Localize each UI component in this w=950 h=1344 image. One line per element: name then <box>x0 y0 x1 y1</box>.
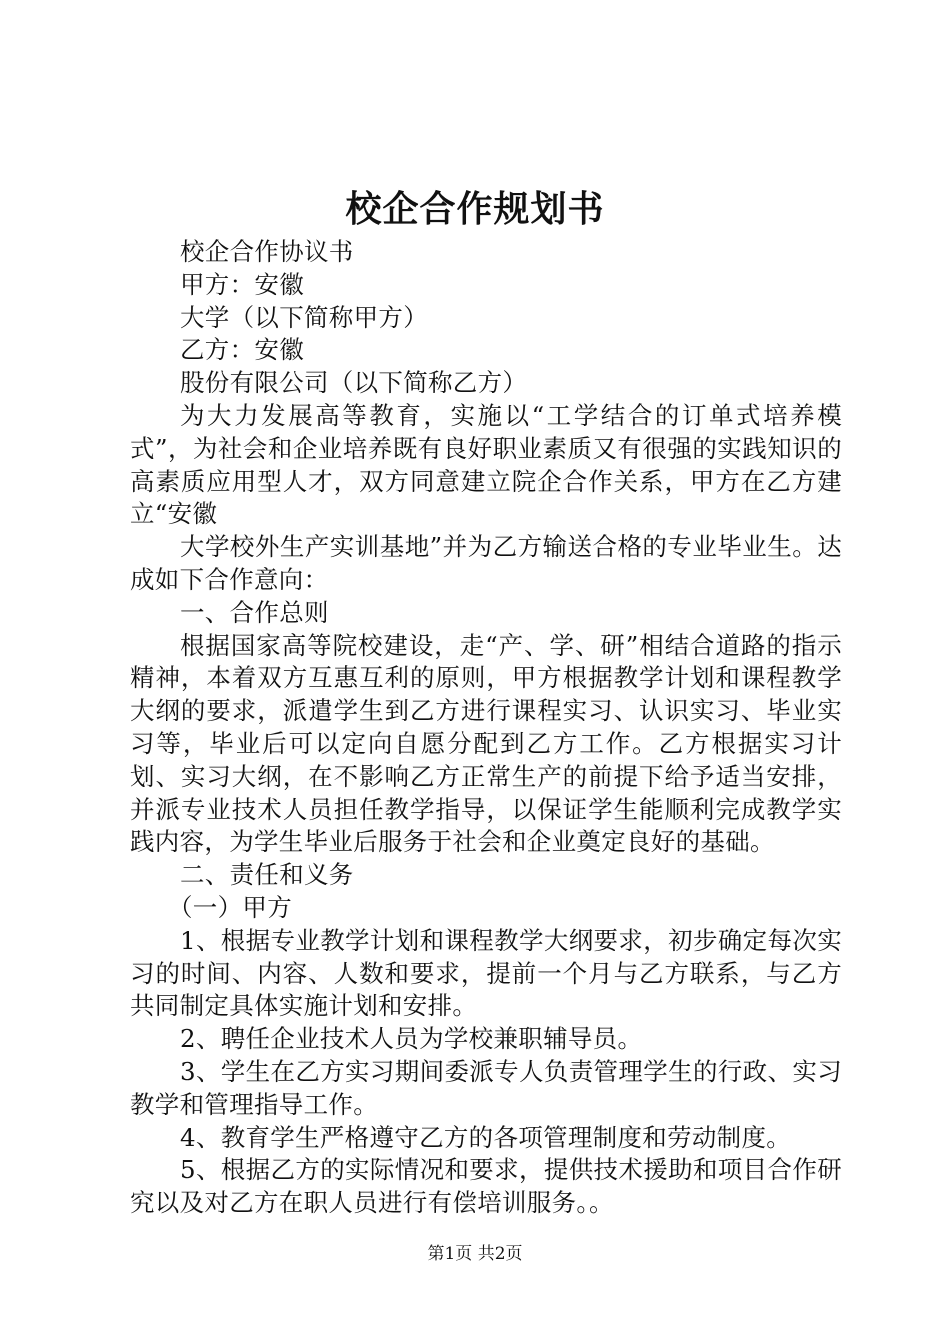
paragraph-agreement-heading: 校企合作协议书 <box>180 237 354 266</box>
list-item-4: 4、教育学生严格遵守乙方的各项管理制度和劳动制度。 <box>180 1122 792 1152</box>
page-footer: 第1页 共2页 <box>427 1244 523 1264</box>
paragraph-party-a: 甲方：安徽 <box>180 269 304 299</box>
paragraph-party-a-name: 大学（以下简称甲方） <box>180 302 428 332</box>
paragraph-preamble: 为大力发展高等教育，实施以“工学结合的订单式培养模式”，为社会和企业培养既有良好职业素质又有很强的实践知识的高素质应用型人才，双方同意建立院企合作关系，甲方在乙方建立“安徽 <box>130 400 842 529</box>
document-body <box>130 236 842 1220</box>
subsection-heading-party-a: （一）甲方 <box>168 892 292 922</box>
list-item-3: 3、学生在乙方实习期间委派专人负责管理学生的行政、实习教学和管理指导工作。 <box>130 1056 842 1119</box>
section-heading-duties: 二、责任和义务 <box>180 860 354 890</box>
list-item-2: 2、聘任企业技术人员为学校兼职辅导员。 <box>180 1024 643 1054</box>
paragraph-preamble-cont: 大学校外生产实训基地”并为乙方输送合格的专业毕业生。达成如下合作意向： <box>130 532 842 594</box>
section-heading-general: 一、合作总则 <box>180 597 329 627</box>
list-item-1: 1、根据专业教学计划和课程教学大纲要求，初步确定每次实习的时间、内容、人数和要求，提前一个月与乙方联系，与乙方共同制定具体实施计划和安排。 <box>130 925 842 1021</box>
list-item-5: 5、根据乙方的实际情况和要求，提供技术援助和项目合作研究以及对乙方在职人员进行有偿培训服务。。 <box>130 1155 842 1218</box>
paragraph-party-b-name: 股份有限公司（以下简称乙方） <box>180 368 528 398</box>
paragraph-general-principles: 根据国家高等院校建设，走“产、学、研”相结合道路的指示精神，本着双方互惠互利的原则，甲方根据教学计划和课程教学大纲的要求，派遣学生到乙方进行课程实习、认识实习、毕业实习等，毕业后可以定向自愿分配到乙方工作。乙方根据实习计划、实习大纲，在不影响乙方正常生产的前提下给予适当安排，并派专业技术人员担任教学指导，以保证学生能顺利完成教学实践内容，为学生毕业后服务于社会和企业奠定良好的基础。 <box>130 630 842 857</box>
document-title: 校企合作规划书 <box>345 188 605 230</box>
paragraph-party-b: 乙方：安徽 <box>180 335 304 365</box>
